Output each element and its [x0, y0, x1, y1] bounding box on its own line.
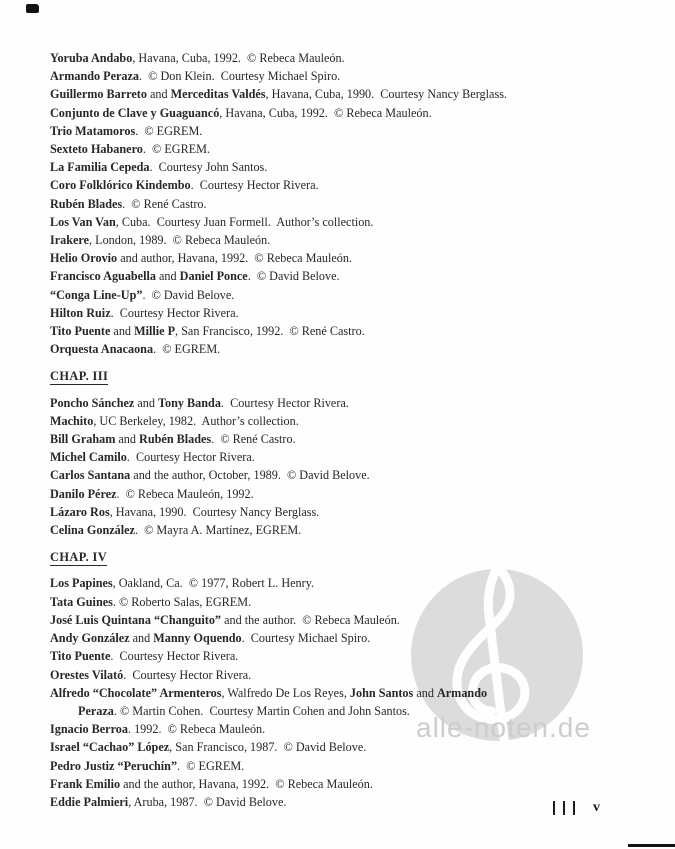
credit-attribution: , Havana, 1990. Courtesy Nancy Berglass. — [109, 504, 320, 519]
credit-subject: Tata Guines — [50, 594, 113, 609]
credit-subject: Guillermo Barreto — [50, 87, 147, 102]
credit-attribution: . Courtesy Hector Rivera. — [110, 649, 239, 664]
credit-attribution: . © EGREM. — [153, 342, 221, 357]
credit-subject: Armando — [436, 685, 488, 700]
credit-line — [50, 485, 639, 503]
credit-subject: Orquesta Anacaona — [50, 342, 154, 357]
credit-attribution: . © EGREM. — [177, 758, 245, 773]
credit-line — [50, 521, 639, 539]
credit-line — [50, 684, 639, 702]
credit-attribution: . Courtesy Michael Spiro. — [241, 631, 371, 646]
credit-line — [50, 757, 639, 775]
scan-artifact-bottom-edge — [628, 844, 675, 847]
credit-line — [50, 448, 639, 466]
credit-subject: Frank Emilio — [50, 776, 121, 791]
credit-attribution: and — [110, 324, 135, 339]
credit-attribution: . © David Belove. — [142, 287, 235, 302]
credit-subject: Los Van Van — [50, 214, 116, 229]
credit-subject: Eddie Palmieri — [50, 794, 129, 809]
credit-subject: Peraza — [78, 703, 114, 718]
credit-subject: Conjunto de Clave y Guaguancó — [50, 105, 220, 120]
credit-subject: Ignacio Berroa — [50, 722, 128, 737]
credit-subject: Hilton Ruiz — [50, 305, 111, 320]
credit-subject: Trio Matamoros — [50, 123, 136, 138]
page-number: v — [593, 800, 600, 815]
credit-attribution: . Courtesy Hector Rivera. — [123, 667, 252, 682]
credit-attribution: and — [129, 631, 154, 646]
credit-attribution: and the author, October, 1989. © David Belove. — [130, 468, 370, 483]
credit-attribution: . © Roberto Salas, EGREM. — [112, 594, 252, 609]
credit-attribution: and — [146, 87, 171, 102]
credit-line — [50, 286, 639, 304]
credit-line — [50, 412, 639, 430]
credit-subject: Rubén Blades — [139, 432, 212, 447]
credit-attribution: and author, Havana, 1992. © Rebeca Mauleón. — [117, 251, 352, 266]
credit-line — [50, 85, 639, 103]
credit-line — [50, 503, 639, 521]
credit-attribution: , Aruba, 1987. © David Belove. — [128, 794, 287, 809]
credit-line — [50, 322, 639, 340]
credit-attribution: and — [115, 432, 140, 447]
credit-attribution: and the author. © Rebeca Mauleón. — [221, 612, 400, 627]
credit-subject: Tony Banda — [158, 395, 221, 410]
credit-attribution: . Courtesy Hector Rivera. — [220, 395, 349, 410]
credit-subject: Los Papines — [50, 576, 113, 591]
credit-attribution: . © David Belove. — [247, 269, 340, 284]
credit-subject: Carlos Santana — [50, 468, 131, 483]
credit-attribution: , Walfredo De Los Reyes, — [221, 685, 350, 700]
credit-subject: Rubén Blades — [50, 196, 123, 211]
credit-subject: Lázaro Ros — [50, 504, 110, 519]
credit-attribution: and — [413, 685, 437, 700]
credit-line — [50, 775, 639, 793]
credit-subject: Bill Graham — [50, 432, 116, 447]
credit-subject: Orestes Vilató — [50, 667, 124, 682]
credit-attribution: and — [134, 395, 159, 410]
credit-subject: José Luis Quintana “Changuito” — [50, 612, 222, 627]
credit-subject: Francisco Aguabella — [50, 269, 156, 284]
scan-artifact-top-left — [26, 4, 39, 13]
credit-line — [50, 611, 639, 629]
credit-attribution: , Oakland, Ca. © 1977, Robert L. Henry. — [112, 576, 315, 591]
credit-attribution: . 1992. © Rebeca Mauleón. — [127, 722, 266, 737]
credit-attribution: , San Francisco, 1987. © David Belove. — [169, 740, 367, 755]
credit-line — [50, 574, 639, 592]
credit-attribution: . Courtesy Hector Rivera. — [110, 305, 239, 320]
credit-line — [50, 158, 639, 176]
credit-line — [50, 647, 639, 665]
printer-mark-bar — [553, 801, 555, 815]
credit-subject: Poncho Sánchez — [50, 395, 135, 410]
credit-subject: Machito — [50, 413, 94, 428]
credit-attribution: . © Mayra A. Martínez, EGREM. — [134, 523, 302, 538]
credit-subject: Alfredo “Chocolate” Armenteros — [50, 685, 222, 700]
credit-line — [50, 140, 639, 158]
chapter-heading-text: CHAP. IV — [50, 550, 108, 565]
printer-mark-bar — [563, 801, 565, 815]
credit-subject: “Conga Line-Up” — [50, 287, 143, 302]
credit-attribution: . © René Castro. — [211, 432, 296, 447]
credit-line — [50, 67, 639, 85]
credit-attribution: . © René Castro. — [122, 196, 207, 211]
credit-attribution: , Havana, Cuba, 1990. Courtesy Nancy Berglass. — [265, 87, 507, 102]
credit-line — [50, 430, 639, 448]
credit-line — [50, 49, 639, 67]
credit-line — [50, 394, 639, 412]
credit-attribution: , Havana, Cuba, 1992. © Rebeca Mauleón. — [219, 105, 432, 120]
credit-line — [50, 213, 639, 231]
credit-attribution: . © EGREM. — [142, 142, 211, 157]
credit-line — [50, 593, 639, 611]
credit-line — [50, 629, 639, 647]
credit-attribution: , Cuba. Courtesy Juan Formell. Author’s collection. — [115, 214, 374, 229]
credit-subject: Manny Oquendo — [153, 631, 242, 646]
credit-subject: Michel Camilo — [50, 450, 127, 465]
chapter-heading — [50, 367, 639, 385]
credit-line — [50, 122, 639, 140]
credit-subject: Yoruba Andabo — [50, 51, 133, 65]
credit-line — [50, 195, 639, 213]
credit-line — [50, 720, 639, 738]
credit-line — [50, 738, 639, 756]
credit-subject: Irakere — [50, 233, 90, 248]
credit-attribution: , UC Berkeley, 1982. Author’s collection. — [93, 413, 299, 428]
credit-subject: Tito Puente — [50, 324, 111, 339]
credit-attribution: , Havana, Cuba, 1992. © Rebeca Mauleón. — [132, 51, 345, 65]
credit-attribution: . Courtesy John Santos. — [149, 160, 268, 175]
credit-subject: Helio Orovio — [50, 251, 118, 266]
credit-line — [50, 702, 639, 720]
credit-attribution: . Courtesy Hector Rivera. — [190, 178, 319, 193]
credit-subject: Daniel Ponce — [179, 269, 248, 284]
credit-attribution: . © Martin Cohen. Courtesy Martin Cohen and John Santos. — [113, 703, 410, 718]
credit-attribution: . Courtesy Hector Rivera. — [126, 450, 255, 465]
watermark-domain-text: alle-noten.de — [416, 712, 591, 743]
credit-attribution: and — [155, 269, 180, 284]
chapter-heading-text: CHAP. III — [50, 369, 109, 384]
credit-subject: Israel “Cachao” López — [50, 740, 170, 755]
credit-line — [50, 466, 639, 484]
credit-attribution: , San Francisco, 1992. © René Castro. — [175, 324, 365, 339]
chapter-heading — [50, 548, 639, 566]
credit-subject: John Santos — [349, 685, 414, 700]
credit-subject: Celina González — [50, 523, 135, 538]
credit-line — [50, 267, 639, 285]
printer-mark-bar — [573, 801, 575, 815]
credit-subject: Pedro Justiz “Peruchín” — [50, 758, 178, 773]
page-footer — [553, 800, 600, 816]
credit-subject: Millie P — [134, 324, 176, 339]
credit-attribution: . © Don Klein. Courtesy Michael Spiro. — [139, 69, 341, 84]
credit-subject: Andy González — [50, 631, 130, 646]
credit-line — [50, 104, 639, 122]
credit-line — [50, 793, 639, 811]
credit-attribution: and the author, Havana, 1992. © Rebeca Mauleón. — [120, 776, 373, 791]
credit-line — [50, 340, 639, 358]
credit-line — [50, 249, 639, 267]
credit-subject: Sexteto Habanero — [50, 142, 143, 157]
credit-subject: Tito Puente — [50, 649, 111, 664]
credit-line — [50, 231, 639, 249]
credit-attribution: . © Rebeca Mauleón, 1992. — [116, 486, 254, 501]
credit-subject: Coro Folklórico Kindembo — [50, 178, 191, 193]
credit-subject: Merceditas Valdés — [170, 87, 266, 102]
credit-subject: Armando Peraza — [50, 69, 140, 84]
credit-attribution: , London, 1989. © Rebeca Mauleón. — [89, 233, 271, 248]
credit-line — [50, 176, 639, 194]
credit-subject: Danilo Pérez — [50, 486, 117, 501]
photo-credits-list — [50, 49, 639, 811]
credit-line — [50, 666, 639, 684]
credit-subject: La Familia Cepeda — [50, 160, 150, 175]
credit-attribution: . © EGREM. — [135, 123, 203, 138]
credit-line — [50, 304, 639, 322]
